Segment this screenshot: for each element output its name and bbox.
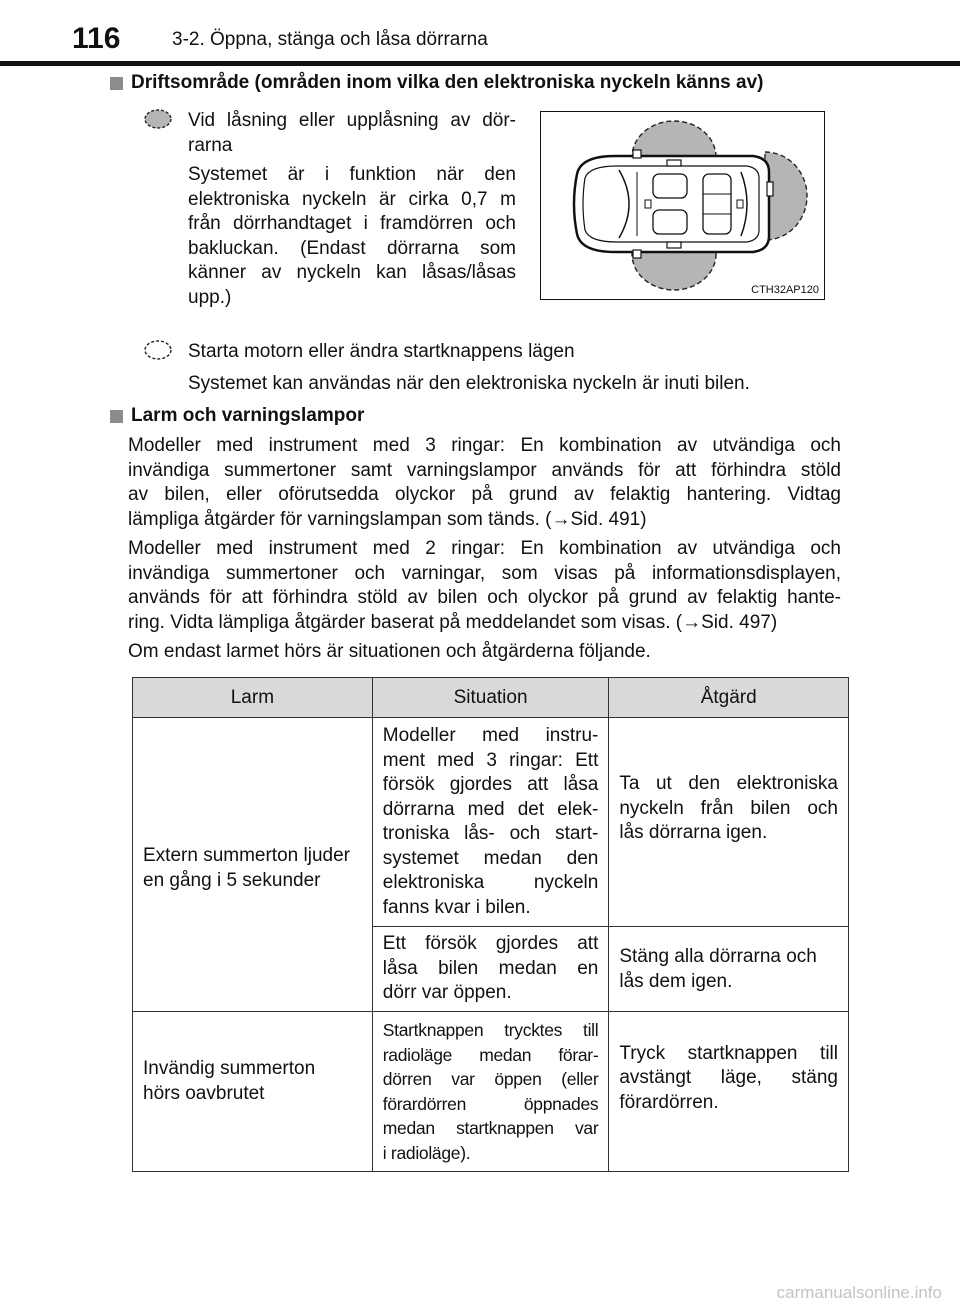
cell-line: Invändig summerton <box>143 1058 316 1079</box>
header-rule <box>0 61 960 66</box>
table-cell-situation <box>372 1012 609 1172</box>
callout-marker-icon <box>143 108 173 130</box>
callout1-body-line: från dörrhandtaget i framdörren och <box>188 213 516 234</box>
table-row <box>133 718 849 927</box>
chapter-title: 3-2. Öppna, stänga och låsa dörrarna <box>172 29 488 50</box>
table-cell-alarm <box>133 718 373 1012</box>
callout-marker-icon <box>143 339 173 361</box>
square-bullet-icon <box>110 77 123 90</box>
alarm-situation-table <box>132 677 849 1172</box>
cell-line: Extern summerton ljuder <box>143 845 350 866</box>
table-cell-action <box>609 718 849 927</box>
paragraph-line: används för att förhindra stöld av bilen och olyckor på grund av felaktig hante- <box>128 587 841 608</box>
cell-line: dörrarna med det elek- <box>382 798 599 820</box>
table-header-cell: Situation <box>372 678 609 718</box>
cell-line: lås dörrarna igen. <box>619 822 768 844</box>
callout2-heading: Starta motorn eller ändra startknappens lägen <box>188 341 575 362</box>
alarm-paragraph-3-rings <box>128 434 841 532</box>
callout1-heading <box>188 109 516 158</box>
paragraph-line: invändiga summertoner samt varningslampor används för att förhindra stöld <box>128 459 841 481</box>
callout1-body-line: elektroniska nyckeln är cirka 0,7 m <box>188 188 516 210</box>
callout1-body-line: Systemet är i funktion när den <box>188 164 516 185</box>
cell-line: låsa bilen medan en <box>382 957 599 979</box>
cell-line: en gång i 5 sekunder <box>143 869 321 891</box>
section-title-operating-range <box>110 72 764 94</box>
cell-line: förardörren. <box>619 1091 719 1113</box>
section-title-text: Larm och varningslampor <box>131 405 365 426</box>
square-bullet-icon <box>110 410 123 423</box>
callout1-body-line: upp.) <box>188 286 232 308</box>
cell-line: förardörren öppnades <box>382 1093 599 1114</box>
page-number: 116 <box>72 22 121 55</box>
cell-line: lås dem igen. <box>619 970 733 992</box>
alarm-intro-text: Om endast larmet hörs är situationen och åtgärderna följande. <box>128 641 651 662</box>
table-cell-situation <box>372 718 609 927</box>
table-header-cell: Åtgärd <box>609 678 849 718</box>
cell-line: radioläge medan förar- <box>382 1044 599 1065</box>
paragraph-line: Modeller med instrument med 2 ringar: En kombination av utvändiga och <box>128 538 841 559</box>
figure-code: CTH32AP120 <box>751 284 819 296</box>
cell-line: Ta ut den elektroniska <box>619 773 838 795</box>
cell-line: systemet medan den <box>382 847 599 869</box>
callout1-body <box>188 163 516 310</box>
cell-line: elektroniska nyckeln <box>382 872 599 893</box>
table-cell-action <box>609 927 849 1012</box>
cell-line: försök gjordes att låsa <box>382 774 599 795</box>
table-cell-alarm <box>133 1012 373 1172</box>
paragraph-line: Modeller med instrument med 3 ringar: En kombination av utvändiga och <box>128 435 841 456</box>
paragraph-line: ring. Vidta lämpliga åtgärder baserat på meddelandet som visas. (→Sid. 497) <box>128 611 778 633</box>
cell-line: troniska lås- och start- <box>382 823 599 844</box>
callout1-body-line: känner av nyckeln kan låsas/låsas <box>188 262 516 283</box>
table-cell-situation <box>372 927 609 1012</box>
cell-line: fanns kvar i bilen. <box>382 896 531 918</box>
table-row <box>133 1012 849 1172</box>
cell-line: ment med 3 ringar: Ett <box>382 749 599 771</box>
table-cell-action <box>609 1012 849 1172</box>
cell-line: Stäng alla dörrarna och <box>619 946 817 967</box>
cell-line: Startknappen trycktes till <box>382 1020 599 1040</box>
callout1-heading-line: rarna <box>188 134 233 156</box>
cell-line: Modeller med instru- <box>382 725 599 746</box>
cell-line: i radioläge). <box>382 1142 471 1163</box>
paragraph-line: lämpliga åtgärder för varningslampan som tänds. (→Sid. 491) <box>128 508 647 530</box>
cell-line: Ett försök gjordes att <box>382 933 599 955</box>
cell-line: hörs oavbrutet <box>143 1082 265 1104</box>
table-header-row <box>133 678 849 718</box>
watermark: carmanualsonline.info <box>776 1283 942 1302</box>
callout1-body-line: bakluckan. (Endast dörrarna som <box>188 237 516 259</box>
table-header-cell: Larm <box>133 678 373 718</box>
callout1-heading-line: Vid låsning eller upplåsning av dör- <box>188 110 516 131</box>
cell-line: avstängt läge, stäng <box>619 1067 838 1089</box>
cell-line: nyckeln från bilen och <box>619 797 838 819</box>
cell-line: Tryck startknappen till <box>619 1042 838 1064</box>
paragraph-line: av bilen, eller oförutsedda olyckor på grund av felaktig hantering. Vidtag <box>128 484 841 505</box>
callout2-body: Systemet kan användas när den elektroniska nyckeln är inuti bilen. <box>188 373 750 394</box>
cell-line: medan startknappen var <box>382 1118 599 1138</box>
alarm-paragraph-2-rings <box>128 537 841 635</box>
cell-line: dörr var öppen. <box>382 982 512 1004</box>
paragraph-line: invändiga summertoner och varningar, som visas på informationsdisplayen, <box>128 562 841 584</box>
section-title-alarms <box>110 405 364 427</box>
cell-line: dörren var öppen (eller <box>382 1069 599 1089</box>
car-detection-range-figure <box>540 111 825 300</box>
car-top-view-illustration <box>541 112 823 298</box>
section-title-text: Driftsområde (områden inom vilka den elektroniska nyckeln känns av) <box>131 72 764 93</box>
